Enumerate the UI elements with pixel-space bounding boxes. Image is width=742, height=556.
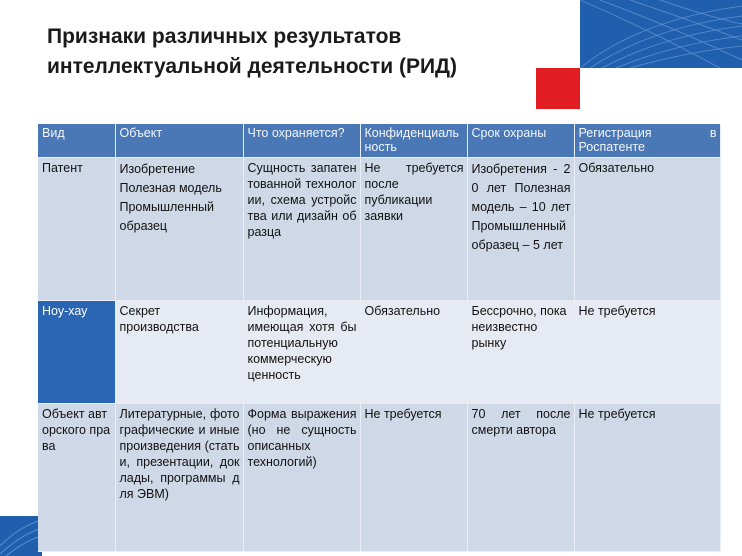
table-row-knowhow (38, 301, 720, 404)
cell-knowhow-what: Информация, имеющая хотя бы потенциальную коммерческую ценность (243, 301, 360, 404)
header-vid: Вид (38, 124, 115, 158)
header-registration-c: Роспатенте (578, 140, 645, 154)
cell-patent-reg: Обязательно (574, 158, 720, 301)
header-registration (574, 124, 720, 158)
cell-copyright-term: 70 лет после смерти автора (467, 404, 574, 552)
header-registration-a: Регистрация (578, 126, 652, 140)
slide-title-line-2: интеллектуальной деятельности (РИД) (47, 55, 458, 78)
cell-patent-term: Изобретения - 20 лет Полезная модель – 10 лет Промышленный образец – 5 лет (467, 158, 574, 301)
cell-copyright-object: Литературные, фотографические и иные произведения (статьи, презентации, доклады, программы для ЭВМ) (115, 404, 243, 552)
header-object: Объект (115, 124, 243, 158)
cell-knowhow-conf: Обязательно (360, 301, 467, 404)
slide-title (47, 22, 547, 82)
cell-knowhow-reg: Не требуется (574, 301, 720, 404)
slide-title-line-1: Признаки различных результатов (47, 25, 402, 48)
cell-knowhow-term: Бессрочно, пока неизвестно рынку (467, 301, 574, 404)
header-confidentiality: Конфиденциальность (360, 124, 467, 158)
table-row-patent (38, 158, 720, 301)
rid-comparison-table (38, 124, 720, 552)
cell-patent-object: Изобретение Полезная модель Промышленный образец (115, 158, 243, 301)
cell-copyright-vid: Объект авторского права (38, 404, 115, 552)
header-protection-term: Срок охраны (467, 124, 574, 158)
table-row-copyright (38, 404, 720, 552)
cell-patent-vid: Патент (38, 158, 115, 301)
cell-patent-conf: Не требуется после публикации заявки (360, 158, 467, 301)
cell-knowhow-object: Секрет производства (115, 301, 243, 404)
header-registration-b: в (709, 126, 717, 140)
cell-knowhow-vid: Ноу-хау (38, 301, 115, 404)
cell-patent-what: Сущность запатентованной технологии, схема устройства или дизайн образца (243, 158, 360, 301)
corner-decoration-top-right (580, 0, 742, 68)
corner-decoration-bottom-left (0, 516, 42, 556)
table-header-row (38, 124, 720, 158)
header-what-protected: Что охраняется? (243, 124, 360, 158)
cell-copyright-what: Форма выражения (но не сущность описанных технологий) (243, 404, 360, 552)
cell-copyright-reg: Не требуется (574, 404, 720, 552)
cell-copyright-conf: Не требуется (360, 404, 467, 552)
